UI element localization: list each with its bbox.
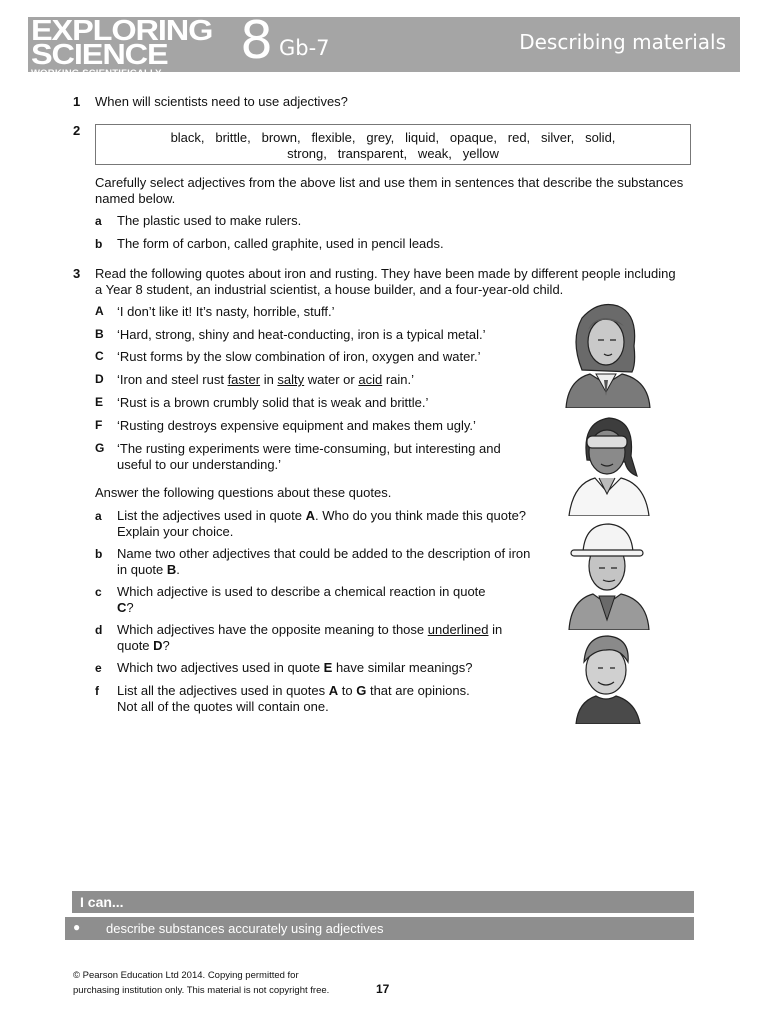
question-2a-text: The plastic used to make rulers. <box>117 213 302 228</box>
copyright-line-2: purchasing institution only. This material is not copyright free. <box>73 985 330 996</box>
question-2a-label: a <box>95 214 102 228</box>
quote-a-text: ‘I don’t like it! It’s nasty, horrible, stuff.’ <box>117 304 335 319</box>
logo-line-2: SCIENCE <box>31 39 168 71</box>
question-3d-text: Which adjectives have the opposite meaning to those underlined in quote D? <box>117 622 503 653</box>
scientist-illustration <box>565 412 655 516</box>
logo-line-3: WORKING SCIENTIFICALLY <box>31 68 162 79</box>
quote-g-text: ‘The rusting experiments were time-consuming, but interesting and useful to our understanding.’ <box>117 441 501 472</box>
question-1-number: 1 <box>73 94 81 109</box>
copyright-line-1: © Pearson Education Ltd 2014. Copying permitted for <box>73 970 299 981</box>
child-illustration <box>568 632 648 724</box>
unit-code: Gb-7 <box>279 36 330 60</box>
year-number: 8 <box>240 11 274 71</box>
header-banner <box>28 11 740 79</box>
question-3-number: 3 <box>73 266 81 281</box>
quote-f-label: F <box>95 418 103 432</box>
quote-d-text: ‘Iron and steel rust faster in salty water or acid rain.’ <box>117 372 414 387</box>
copyright-footer <box>73 968 329 998</box>
question-3c-label: c <box>95 585 102 599</box>
underlined-faster: faster <box>227 372 261 387</box>
quote-a-label: A <box>95 304 104 318</box>
quote-e-label: E <box>95 395 104 409</box>
quote-b-label: B <box>95 327 104 341</box>
question-3e-label: e <box>95 661 102 675</box>
quote-b-text: ‘Hard, strong, shiny and heat-conducting, iron is a typical metal.’ <box>117 327 486 342</box>
quote-c-label: C <box>95 349 104 363</box>
question-2b-label: b <box>95 237 103 251</box>
question-3b-text: Name two other adjectives that could be added to the description of iron in quote B. <box>117 546 531 577</box>
question-3a-text: List the adjectives used in quote A. Who do you think made this quote? Explain your choice. <box>117 508 527 539</box>
adjective-word-box <box>95 124 691 165</box>
word-list-line-2: strong, transparent, weak, yellow <box>287 146 499 161</box>
question-3e-text: Which two adjectives used in quote E have similar meanings? <box>117 660 473 675</box>
quote-c-text: ‘Rust forms by the slow combination of iron, oxygen and water.’ <box>117 349 481 364</box>
question-1-text: When will scientists need to use adjectives? <box>95 94 348 109</box>
builder-illustration <box>565 520 655 630</box>
quote-d-label: D <box>95 372 104 386</box>
i-can-item-row <box>65 917 694 940</box>
quote-g-label: G <box>95 441 105 455</box>
question-3b-label: b <box>95 547 103 561</box>
question-3a-label: a <box>95 509 102 523</box>
i-can-header <box>72 891 694 913</box>
answer-intro: Answer the following questions about these quotes. <box>95 485 392 500</box>
page-number: 17 <box>376 982 390 996</box>
question-2b-text: The form of carbon, called graphite, used in pencil leads. <box>117 236 444 251</box>
underlined-acid: acid <box>358 372 383 387</box>
i-can-title: I can... <box>80 894 124 910</box>
question-3-intro: Read the following quotes about iron and rusting. They have been made by different people including a Year 8 student, an industrial scientist, a house builder, and a four-year-old child. <box>95 266 676 297</box>
i-can-item-text: describe substances accurately using adjectives <box>106 921 384 936</box>
underlined-salty: salty <box>277 372 305 387</box>
bullet-icon: ● <box>73 920 81 934</box>
exploring-science-logo <box>31 15 213 79</box>
quote-e-text: ‘Rust is a brown crumbly solid that is weak and brittle.’ <box>117 395 429 410</box>
page-title: Describing materials <box>519 30 726 54</box>
question-3f-text: List all the adjectives used in quotes A to G that are opinions. Not all of the quotes will contain one. <box>117 683 470 714</box>
question-3c-text: Which adjective is used to describe a chemical reaction in quote C? <box>117 584 486 615</box>
underlined-word: underlined <box>427 622 489 637</box>
question-2-instruction: Carefully select adjectives from the above list and use them in sentences that describe the substances named below. <box>95 175 684 206</box>
question-3f-label: f <box>95 684 99 698</box>
woman-illustration <box>560 300 660 408</box>
logo-line-1: EXPLORING <box>31 15 213 47</box>
question-2-number: 2 <box>73 123 81 138</box>
question-3d-label: d <box>95 623 103 637</box>
word-list-line-1: black, brittle, brown, flexible, grey, liquid, opaque, red, silver, solid, <box>170 130 616 145</box>
quote-f-text: ‘Rusting destroys expensive equipment and makes them ugly.’ <box>117 418 476 433</box>
